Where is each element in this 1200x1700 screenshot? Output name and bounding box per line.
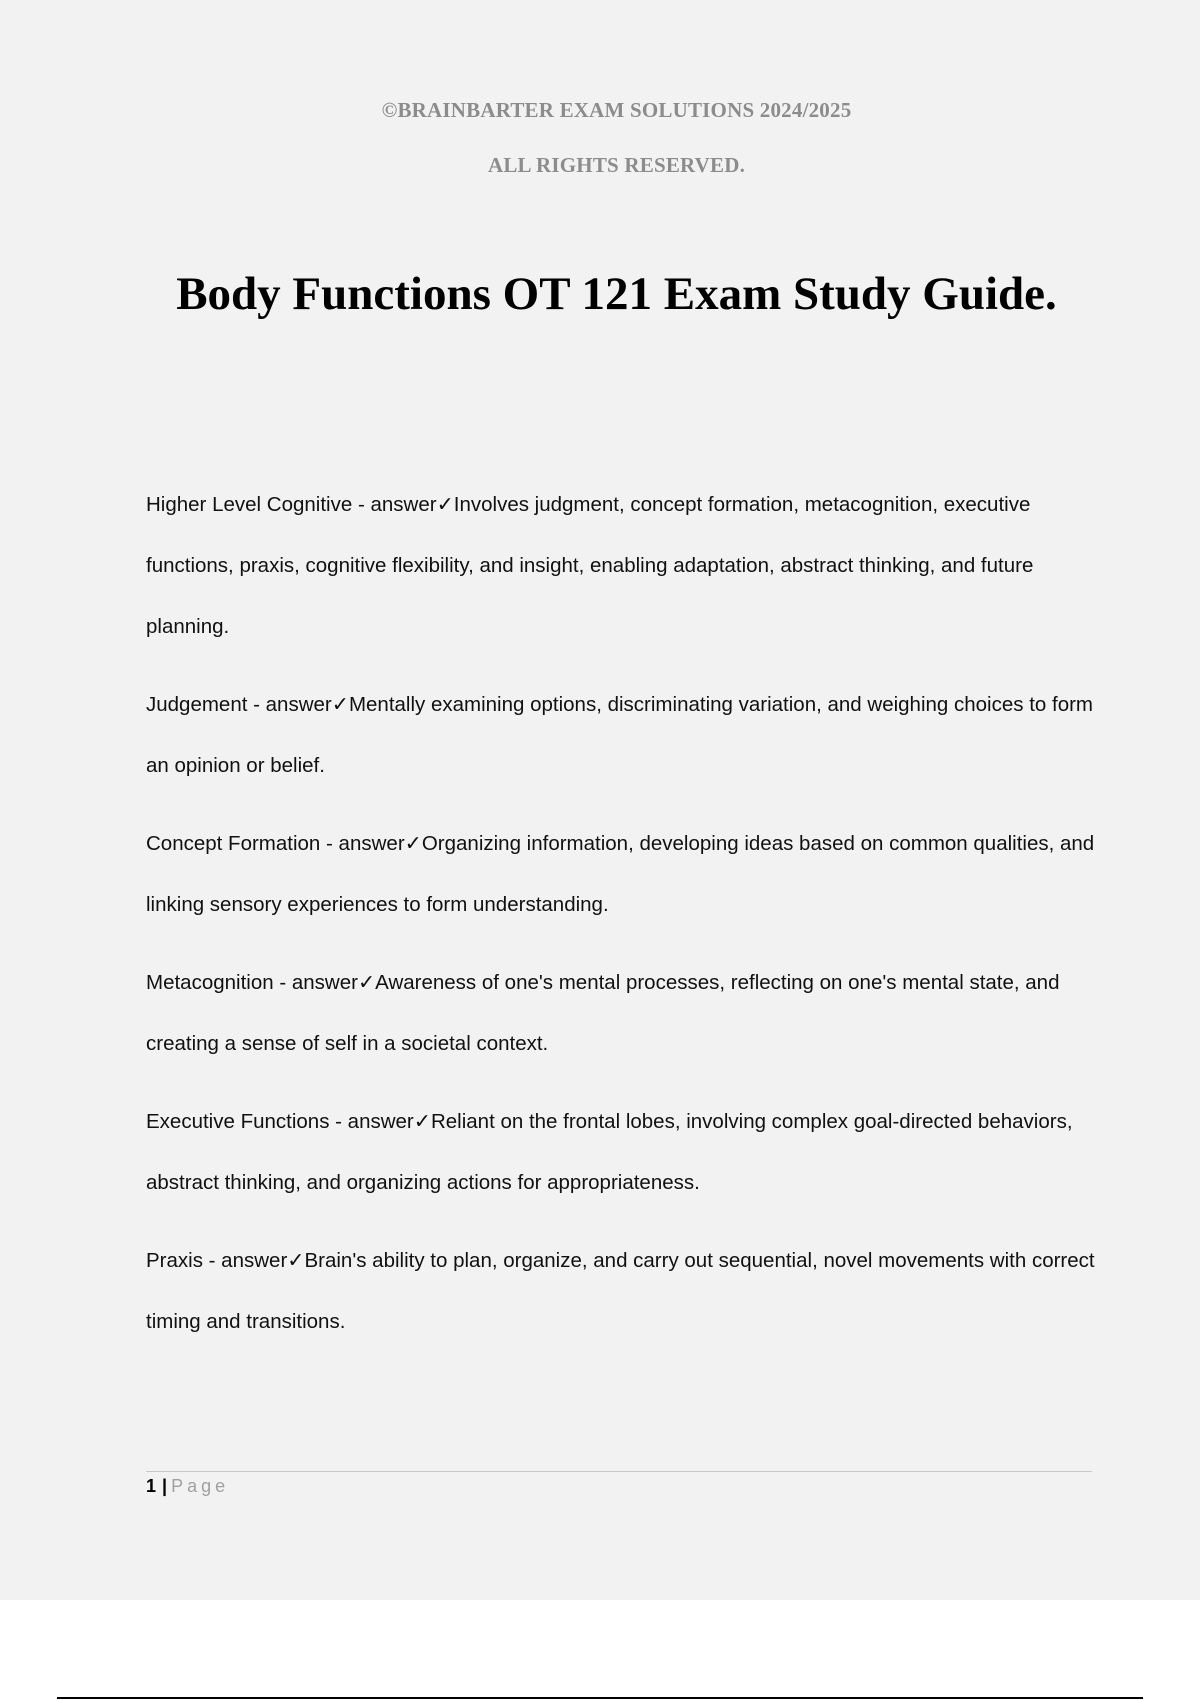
study-guide-entries bbox=[146, 474, 1096, 1369]
entry-separator: - answer bbox=[320, 832, 405, 855]
entry-concept-formation bbox=[146, 813, 1096, 935]
entry-term: Praxis bbox=[146, 1249, 203, 1272]
copyright-header: ©BRAINBARTER EXAM SOLUTIONS 2024/2025 bbox=[381, 98, 852, 122]
footer-divider bbox=[146, 1471, 1092, 1472]
entry-definition: Awareness of one's mental processes, reflecting on one's mental state, and creating a sense of self in a societal context. bbox=[146, 971, 1060, 1055]
checkmark-icon: ✓ bbox=[357, 970, 376, 994]
footer-separator: | bbox=[162, 1476, 168, 1496]
checkmark-icon: ✓ bbox=[436, 492, 454, 516]
entry-separator: - answer bbox=[202, 1249, 288, 1272]
entry-higher-level-cognitive bbox=[146, 474, 1096, 657]
entry-separator: - answer bbox=[247, 693, 332, 716]
entry-term: Metacognition bbox=[146, 971, 274, 994]
entry-definition: Reliant on the frontal lobes, involving complex goal-directed behaviors, abstract thinking, and organizing actions for appropriateness. bbox=[146, 1110, 1073, 1194]
entry-term: Judgement bbox=[146, 693, 248, 716]
checkmark-icon: ✓ bbox=[287, 1248, 305, 1272]
entry-separator: - answer bbox=[329, 1110, 414, 1133]
entry-term: Higher Level Cognitive bbox=[146, 493, 353, 516]
entry-judgement bbox=[146, 674, 1096, 796]
entry-term: Concept Formation bbox=[146, 832, 321, 855]
entry-metacognition bbox=[146, 952, 1096, 1074]
next-page-top-rule bbox=[57, 1697, 1143, 1699]
page-number: 1 bbox=[146, 1476, 157, 1496]
checkmark-icon: ✓ bbox=[404, 831, 422, 855]
checkmark-icon: ✓ bbox=[413, 1109, 431, 1133]
entry-term: Executive Functions bbox=[146, 1110, 330, 1133]
checkmark-icon: ✓ bbox=[331, 692, 349, 716]
entry-definition: Brain's ability to plan, organize, and carry out sequential, novel movements with correct timing and transitions. bbox=[146, 1249, 1095, 1333]
entry-separator: - answer bbox=[273, 971, 358, 994]
entry-definition: Organizing information, developing ideas based on common qualities, and linking sensory experiences to form understanding. bbox=[146, 832, 1095, 916]
page-footer bbox=[146, 1474, 229, 1498]
entry-executive-functions bbox=[146, 1091, 1096, 1213]
entry-separator: - answer bbox=[352, 493, 437, 516]
entry-definition: Involves judgment, concept formation, metacognition, executive functions, praxis, cognitive flexibility, and insight, enabling adaptation, abstract thinking, and future planning. bbox=[146, 493, 1034, 638]
entry-praxis bbox=[146, 1230, 1096, 1352]
page-label: Page bbox=[171, 1476, 230, 1496]
entry-definition: Mentally examining options, discriminating variation, and weighing choices to form an opinion or belief. bbox=[146, 693, 1094, 777]
rights-header: ALL RIGHTS RESERVED. bbox=[487, 153, 746, 177]
document-title: Body Functions OT 121 Exam Study Guide. bbox=[176, 268, 1057, 320]
